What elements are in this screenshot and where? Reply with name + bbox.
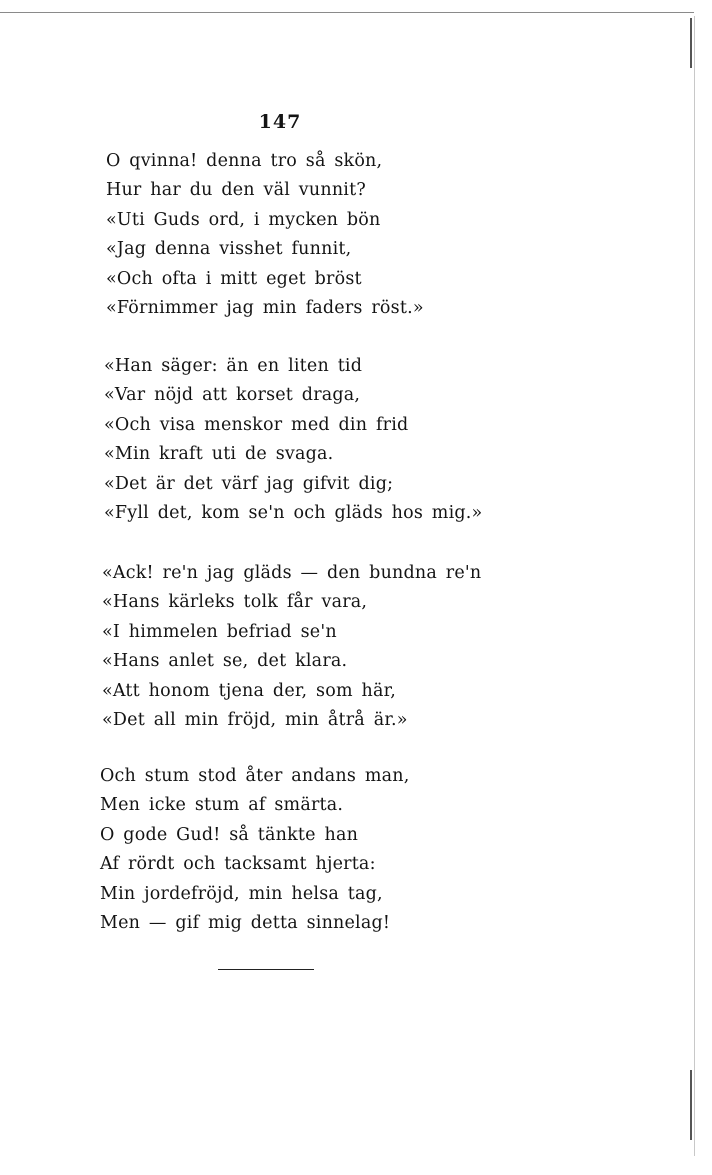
verse-line: «Var nöjd att korset draga, [104,385,361,406]
verse-line: «Och visa menskor med din frid [104,414,409,435]
stanza-3 [102,559,481,735]
scan-edge-mark [690,1070,692,1140]
verse-line: «Han säger: än en liten tid [104,356,363,376]
verse-line: «Ack! re'n jag gläds — den bundna re'n [102,563,482,583]
verse-line: «Jag denna visshet funnit, [106,239,352,260]
verse-line: «Min kraft uti de svaga. [104,444,334,465]
verse-line: «Det all min fröjd, min åtrå är.» [102,709,408,730]
verse-line: «Och ofta i mitt eget bröst [106,268,362,289]
verse-line: «Uti Guds ord, i mycken bön [106,209,381,230]
verse-line: Min jordefröjd, min helsa tag, [100,883,383,904]
verse-line: Men — gif mig detta sinnelag! [100,912,391,933]
verse-line: «Hans anlet se, det klara. [102,651,348,672]
verse-line: «Att honom tjena der, som här, [102,680,397,701]
scan-edge-mark [690,18,692,68]
verse-line: «Hans kärleks tolk får vara, [102,592,368,613]
verse-line: Men icke stum af smärta. [100,795,344,816]
verse-line: O qvinna! denna tro så skön, [106,151,383,171]
verse-line: «Det är det värf jag gifvit dig; [104,473,394,494]
verse-line: Af rördt och tacksamt hjerta: [100,854,376,875]
scan-top-edge [0,12,694,13]
page-number: 147 [258,111,302,133]
stanza-2 [104,352,482,528]
verse-line: «Fyll det, kom se'n och gläds hos mig.» [104,502,483,523]
verse-line: Hur har du den väl vunnit? [106,180,366,201]
verse-line: Och stum stod åter andans man, [100,766,410,786]
stanza-1 [106,147,424,323]
stanza-4 [100,762,410,938]
scan-right-edge [694,16,695,1156]
end-divider-rule [218,969,314,970]
verse-line: «I himmelen befriad se'n [102,621,337,642]
verse-line: O gode Gud! så tänkte han [100,824,359,845]
verse-line: «Förnimmer jag min faders röst.» [106,297,424,318]
